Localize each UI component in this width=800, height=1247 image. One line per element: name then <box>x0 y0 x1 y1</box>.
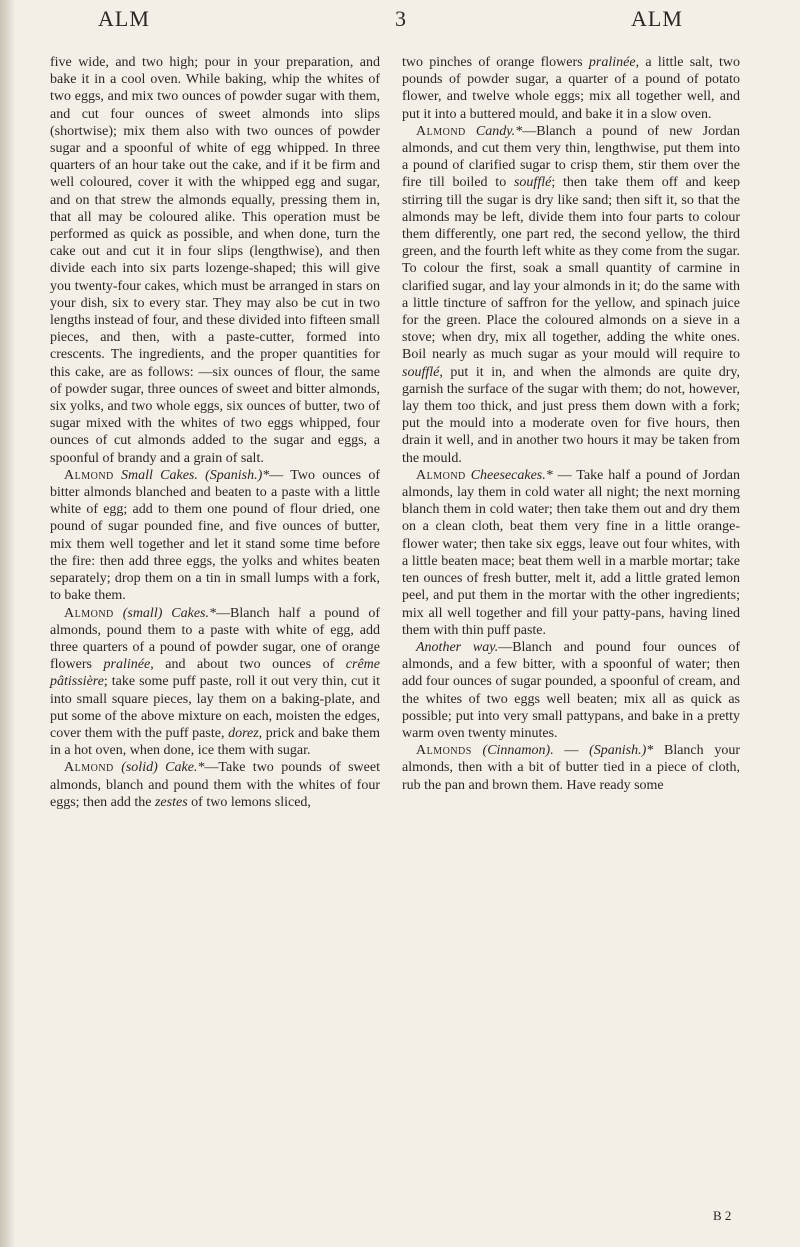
entry-body: two pinches of orange flowers <box>402 55 589 70</box>
page-number: 3 <box>395 6 407 31</box>
entry-body: , put it in, and when the almonds are quite dry, garnish the surface of the sugar with them; do not, however, lay them too thick, and just press them down with a fork; put the mould into a moderate oven for five hours, then drain it well, and in another two hours it may be taken from the mould. <box>402 364 740 466</box>
entry-almond-candy <box>402 123 740 467</box>
page-edge-shadow <box>0 0 14 1247</box>
entry-title: (solid) Cake.* <box>121 760 205 776</box>
entry-body: , prick and bake them in a hot oven, when done, ice them with sugar. <box>50 725 380 759</box>
entry-headword: Almond <box>416 123 466 139</box>
entry-almonds-cinnamon <box>402 742 740 794</box>
entry-italic-term: soufflé <box>402 364 440 380</box>
paragraph-continued: five wide, and two high; pour in your preparation, and bake it in a cool oven. While baking, whip the whites of two eggs, and mix two ounces of powder sugar with them, and cut four ounces of sweet almonds into slips (shortwise); mix them also with two ounces of powder sugar and a spoonful of white of egg whipped. In three quarters of an hour take out the cake, and if it be firm and well coloured, cover it with the whipped egg and sugar, and on that strew the almonds equally, pressing them in, that all may be coloured alike. This operation must be performed as quick as possible, and when done, turn the cake out and cut it in four slips (lengthwise), and then divide each into six parts lozenge-shaped; this will give you twenty-four cakes, which must be arranged in stars on your dish, six to every star. They may also be cut in two lengths instead of four, and these divided into fifteen small pieces, and then, with a paste-cutter, formed into crescents. The ingredients, and the proper quantities for this cake, are as follows: —six ounces of flour, the same of powder sugar, three ounces of sweet and bitter almonds, six yolks, and two whole eggs, six ounces of butter, two of sugar mixed with the whites of two eggs whipped, four ounces of cut almonds added to the sugar and eggs, a spoonful of brandy and a grain of salt. <box>50 55 380 466</box>
entry-body: —Take two pounds of sweet almonds, blanch and pound them with the whites of four eggs; then add the <box>50 760 380 810</box>
entry-body: — Two ounces of bitter almonds blanched and beaten to a paste with a little white of egg; add to them one pound of flour dried, one pound of sugar pounded fine, and five ounces of butter, mix them well together and let it stand some time before the fire: then add three eggs, the yolks and whites beaten separately; drop them on a tin in small lumps with a fork, to bake them. <box>50 467 381 604</box>
entry-almond-small-cakes <box>50 605 380 760</box>
entry-italic-term: zestes <box>154 794 188 810</box>
entry-body: — Take half a pound of Jordan almonds, lay them in cold water all night; the next morning blanch them in cold water; then take them out and dry them on a clean cloth, beat them very fine in a little orange-flower water; then take six eggs, leave out four whites, with a little beaten mace; beat them well in a marble mortar; take ten ounces of fresh butter, melt it, add a little grated lemon peel, and put them in the mortar with the other ingredients; mix all well together and fill your patty-pans, having lined them with thin puff paste. <box>402 467 740 638</box>
entry-almond-small-cakes-spanish <box>50 467 380 605</box>
entry-headword: Almond <box>64 467 114 483</box>
entry-body: of two lemons sliced, <box>187 794 311 810</box>
entry-title: Cheesecakes.* <box>470 467 553 483</box>
left-column <box>50 54 380 811</box>
entry-body: ; then take them off and keep stirring till the sugar is dry like sand; then sift it, so that the almonds may be left, divide them into four parts to colour them differently, one part red, the second yellow, the third green, and the fourth left white as they come from the sugar. To colour the first, soak a small quantity of carmine in clarified sugar, and lay your almonds in it; do the same with a little tincture of saffron for the yellow, and spinach juice for the green. Place the coloured almonds on a sieve in a stove; when dry, mix all together, adding the white ones. Boil nearly as much sugar as your mould will require to <box>402 175 740 363</box>
entry-almond-cheesecakes <box>402 467 740 639</box>
entry-headword: Almond <box>64 605 114 621</box>
entry-body: ; take some puff paste, roll it out very thin, cut it into small square pieces, lay them on a baking-plate, and put some of the above mixture on each, moisten the edges, cover them with the puff paste, <box>50 674 380 741</box>
entry-title: (small) Cakes.* <box>122 605 217 621</box>
entry-body: —Blanch half a pound of almonds, pound them to a paste with white of egg, add three quarters of a pound of powder sugar, one of orange flowers <box>50 605 380 673</box>
entry-body: , a little salt, two pounds of powder sugar, a quarter of a pound of potato flower, and twelve whole eggs; mix all together well, and put it into a buttered mould, and bake it in a slow oven. <box>402 55 740 122</box>
signature-mark: B 2 <box>713 1208 732 1223</box>
right-column <box>402 54 740 794</box>
entry-body: Blanch your almonds, then with a bit of butter tied in a piece of cloth, rub the pan and brown them. Have ready some <box>402 743 741 793</box>
entry-almond-solid-cake <box>50 759 380 811</box>
running-header <box>0 4 800 44</box>
entry-body: —Blanch and pound four ounces of almonds, and a few bitter, with a spoonful of water; then add four ounces of sugar pounded, a spoonful of cream, and the whites of two eggs well beaten; mix all as quick as possible; put into very small pattypans, and bake in a pretty warm oven twenty minutes. <box>402 639 740 741</box>
header-right-word: ALM <box>631 6 683 31</box>
entry-headword: Almond <box>64 760 114 776</box>
entry-italic-term: pralinée <box>588 55 636 70</box>
entry-italic-term: crême pâtissière <box>50 657 380 690</box>
entry-another-way <box>402 639 740 742</box>
paragraph-continued <box>402 54 740 123</box>
entry-title: (Cinnamon). <box>482 743 554 759</box>
entry-separator: — <box>553 743 590 759</box>
entry-italic-term: dorez <box>228 725 259 741</box>
entry-title: Small Cakes. (Spanish.)* <box>121 467 270 483</box>
entry-body: —Blanch a pound of new Jordan almonds, and cut them very thin, lengthwise, put them into a pound of clarified sugar to crisp them, stir them over the fire till boiled to <box>402 123 740 191</box>
entry-title: Another way. <box>416 639 499 655</box>
header-left-word: ALM <box>98 6 150 31</box>
entry-italic-term: pralinée <box>103 657 151 673</box>
entry-headword: Almonds <box>416 743 472 759</box>
entry-italic-term: soufflé <box>513 175 552 191</box>
entry-headword: Almond <box>416 467 466 483</box>
entry-title: Candy.* <box>475 123 523 139</box>
entry-body: , and about two ounces of <box>150 657 346 673</box>
entry-title: (Spanish.)* <box>589 743 654 759</box>
